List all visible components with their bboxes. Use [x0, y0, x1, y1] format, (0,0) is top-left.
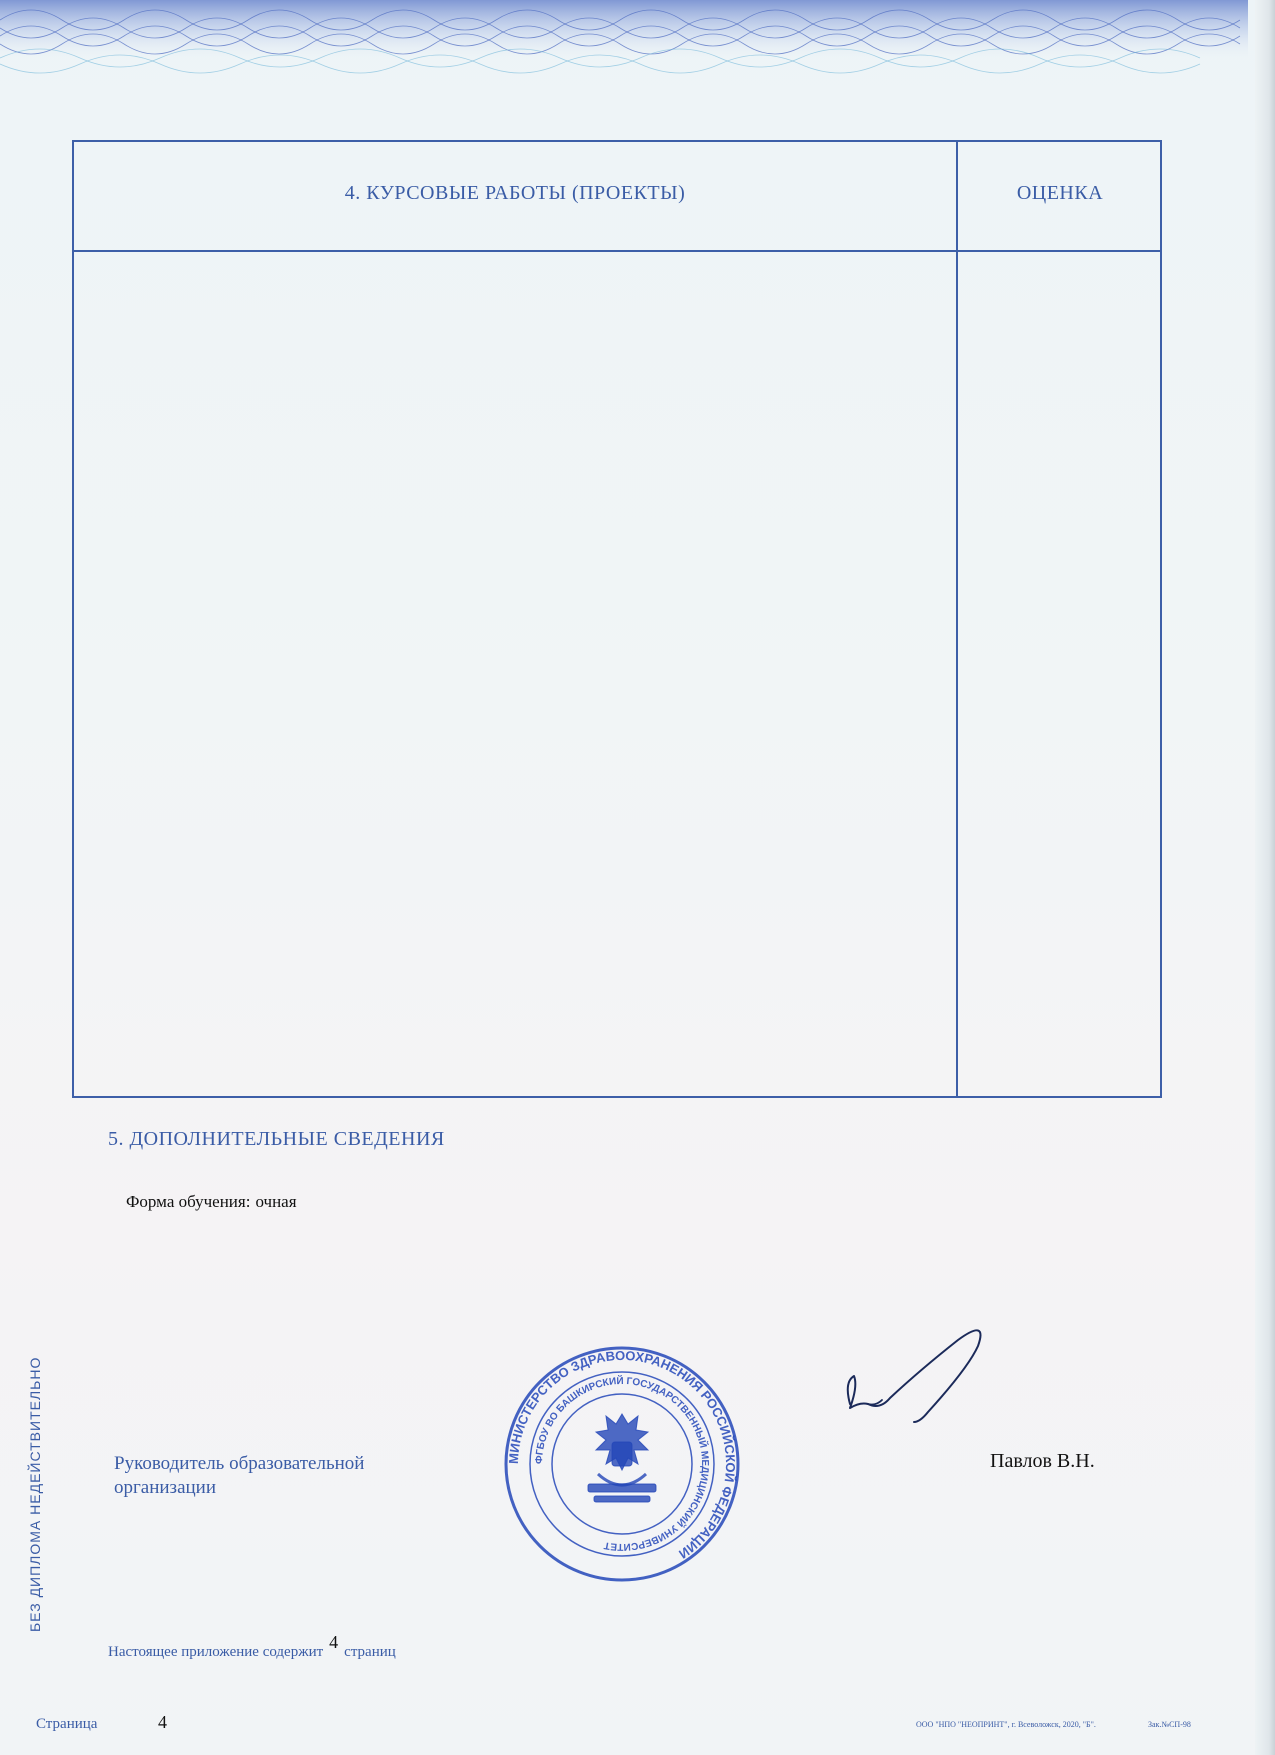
- coursework-table-title: 4. КУРСОВЫЕ РАБОТЫ (ПРОЕКТЫ): [344, 182, 686, 204]
- pages-count-prefix: Настоящее приложение содержит: [108, 1644, 324, 1660]
- pages-count-line: [108, 1632, 396, 1661]
- table-header-divider: [74, 250, 1160, 252]
- study-form-label: Форма обучения:: [126, 1192, 251, 1211]
- page-edge-shadow: [1255, 0, 1275, 1755]
- seal-outer-text: МИНИСТЕРСТВО ЗДРАВООХРАНЕНИЯ РОССИЙСКОЙ ФЕДЕРАЦИИ: [505, 1347, 739, 1562]
- study-form-line: [126, 1192, 297, 1212]
- page-number-value: 4: [158, 1712, 167, 1732]
- printer-imprint: ООО "НПО "НЕОПРИНТ", г. Всеволожск, 2020, "Б".: [916, 1720, 1096, 1729]
- signatory-role-line-1: Руководитель образовательной: [114, 1453, 365, 1474]
- page-number-label: Страница: [36, 1716, 98, 1732]
- order-number: Зак.№СП-98: [1148, 1720, 1191, 1729]
- signatory-role-line-2: организации: [114, 1477, 217, 1498]
- seal-icon: [502, 1344, 742, 1584]
- signature-icon: [838, 1300, 1058, 1460]
- double-headed-eagle-icon: [588, 1414, 656, 1502]
- signatory-name: Павлов В.Н.: [990, 1450, 1095, 1472]
- pages-count-suffix: страниц: [344, 1644, 396, 1660]
- additional-info-heading: 5. ДОПОЛНИТЕЛЬНЫЕ СВЕДЕНИЯ: [108, 1128, 445, 1150]
- coursework-table: [72, 140, 1162, 1098]
- grade-column-header: ОЦЕНКА: [1016, 182, 1104, 204]
- signatory-role: [114, 1452, 414, 1500]
- guilloche-pattern: [0, 0, 1248, 100]
- table-column-divider: [956, 142, 958, 1096]
- study-form-value: очная: [255, 1192, 297, 1211]
- seal-inner-text: ФГБОУ ВО БАШКИРСКИЙ ГОСУДАРСТВЕННЫЙ МЕДИЦИНСКИЙ УНИВЕРСИТЕТ: [533, 1375, 711, 1553]
- invalid-without-diploma-note: БЕЗ ДИПЛОМА НЕДЕЙСТВИТЕЛЬНО: [27, 1356, 43, 1632]
- pages-count-value: 4: [329, 1632, 339, 1652]
